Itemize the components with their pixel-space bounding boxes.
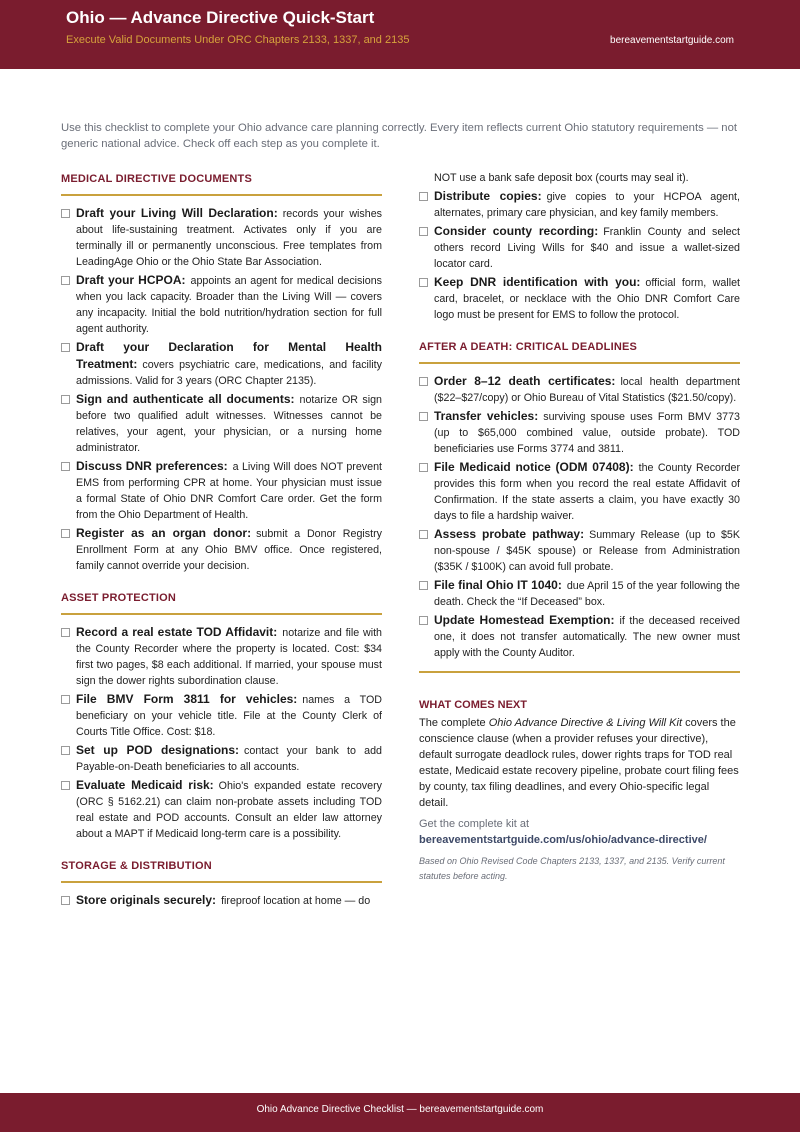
checkbox[interactable] (419, 581, 428, 590)
item-description: Summary Release (up to $5K non-spouse / $45K spouse) or Release from Administration ($35K / $100K) can avoid full probate. (434, 529, 740, 573)
item-title: Sign and authenticate all documents: (76, 392, 295, 406)
item-description: if the deceased received one, it does not transfer automatically. The new owner must apply with the County Auditor. (434, 615, 740, 659)
right-column (419, 170, 740, 884)
checkbox[interactable] (61, 276, 70, 285)
checkbox[interactable] (419, 530, 428, 539)
checkbox[interactable] (61, 209, 70, 218)
checkbox[interactable] (419, 377, 428, 386)
item-description: a Living Will does NOT prevent EMS from performing CPR at home. Your physician must issue a formal State of Ohio DNR Comfort Care order. Get the form from the Ohio Department of Health. (76, 461, 382, 521)
checklist-item (61, 272, 382, 337)
item-description: fireproof location at home — do (221, 895, 371, 907)
checklist-item (61, 458, 382, 523)
item-description: names a TOD beneficiary on your vehicle title. File at the County Clerk of Courts Title Office. Cost: $18. (76, 694, 382, 738)
intro-text: Use this checklist to complete your Ohio advance care planning correctly. Every item reflects current Ohio statutory requirements — not generic national advice. Check off each step as you complete it. (61, 122, 738, 150)
kit-label: Get the complete kit at (419, 818, 530, 830)
checklist-item (419, 459, 740, 524)
checkbox[interactable] (61, 628, 70, 637)
storage-checklist (61, 892, 382, 909)
section-heading-medical: MEDICAL DIRECTIVE DOCUMENTS (61, 170, 382, 196)
item-title: File BMV Form 3811 for vehicles: (76, 692, 298, 706)
item-title: Distribute copies: (434, 189, 542, 203)
checklist-item (61, 742, 382, 775)
medical-checklist (61, 205, 382, 574)
page-title: Ohio — Advance Directive Quick-Start (66, 8, 375, 27)
header-site-link[interactable]: bereavementstartguide.com (610, 35, 734, 46)
item-description: the County Recorder provides this form when you record the real estate Affidavit of Confirmation. If the state asserts a claim, you have exactly 30 days to file a hardship waiver. (434, 462, 740, 522)
kit-link[interactable]: bereavementstartguide.com/us/ohio/advance-directive/ (419, 834, 707, 846)
checklist-item (419, 612, 740, 661)
item-description: notarize OR sign before two qualified adult witnesses. Witnesses cannot be relatives, your agent, your physician, or a nursing home administrator. (76, 394, 382, 454)
item-title: Order 8–12 death certificates: (434, 374, 616, 388)
checkbox[interactable] (61, 343, 70, 352)
checkbox[interactable] (61, 395, 70, 404)
checkbox[interactable] (61, 896, 70, 905)
item-description: contact your bank to add Payable-on-Death beneficiaries to all accounts. (76, 745, 382, 773)
next-heading: WHAT COMES NEXT (419, 699, 527, 711)
item-title: Assess probate pathway: (434, 527, 585, 541)
page-footer (0, 1093, 800, 1132)
checkbox[interactable] (419, 278, 428, 287)
statute-note: Based on Ohio Revised Code Chapters 2133, 1337, and 2135. Verify current statutes before acting. (419, 856, 725, 881)
checklist-item (419, 223, 740, 272)
item-description: records your wishes about life-sustaining treatment. Activates only if you are terminally ill or permanently unconscious. Free templates from LeadingAge Ohio or the Ohio State Bar Association. (76, 208, 382, 268)
item-description: give copies to your HCPOA agent, alternates, primary care physician, and key family members. (434, 191, 740, 219)
checkbox[interactable] (419, 616, 428, 625)
checklist-item (61, 525, 382, 574)
checklist-item (61, 205, 382, 270)
item-description: Franklin County and select others record Living Wills for $40 and issue a wallet-sized locator card. (434, 226, 740, 270)
checklist-item (419, 373, 740, 406)
next-body: The complete Ohio Advance Directive & Living Will Kit covers the conscience clause (when a provider refuses your directive), default surrogate deadlock rules, dower rights traps for TOD real estate, Medicaid estate recovery pipeline, probate court filing fees by county, tax filing deadlines, and every Ohio-specific legal detail. (419, 717, 739, 809)
checkbox[interactable] (61, 781, 70, 790)
death-deadlines-checklist (419, 373, 740, 661)
item-title: Update Homestead Exemption: (434, 613, 615, 627)
item-title: Draft your HCPOA: (76, 273, 186, 287)
item-title: Set up POD designations: (76, 743, 240, 757)
item-title: Consider county recording: (434, 224, 599, 238)
item-description: official form, wallet card, bracelet, or necklace with the Ohio DNR Comfort Care logo must be present for EMS to follow the protocol. (434, 277, 740, 321)
item-title: Store originals securely: (76, 893, 217, 907)
item-title: Transfer vehicles: (434, 409, 539, 423)
item-description: appoints an agent for medical decisions when you lack capacity. Broader than the Living Will — covers any incapacity. Initial the bold nutrition/hydration section for full agent authority. (76, 275, 382, 335)
checkbox[interactable] (419, 192, 428, 201)
footer-text: Ohio Advance Directive Checklist — bereavementstartguide.com (256, 1104, 544, 1115)
item-description: notarize and file with the County Recorder where the property is located. Cost: $34 first two pages, $8 each additional. If married, your spouse must sign the dower rights subordination clause. (76, 627, 382, 687)
item-title: Draft your Living Will Declaration: (76, 206, 278, 220)
kit-title: Ohio Advance Directive & Living Will Kit (488, 717, 683, 729)
checklist-item (61, 339, 382, 389)
item-title: Keep DNR identification with you: (434, 275, 641, 289)
section-divider (419, 671, 740, 673)
checklist-item (419, 577, 740, 610)
checklist-item (61, 777, 382, 842)
checkbox[interactable] (419, 463, 428, 472)
checklist-item (419, 274, 740, 323)
storage-continuation-text: NOT use a bank safe deposit box (courts may seal it). (434, 172, 689, 184)
item-description: submit a Donor Registry Enrollment Form at any Ohio BMV office. Once registered, family cannot override your decision. (76, 528, 382, 572)
checklist-item (61, 892, 382, 909)
item-description: local health department ($22–$27/copy) or Ohio Bureau of Vital Statistics ($21.50/copy). (434, 376, 740, 404)
item-title: Draft your Declaration for Mental Health Treatment: (76, 340, 382, 371)
asset-checklist (61, 624, 382, 842)
page-header (0, 0, 800, 69)
checklist-item (61, 691, 382, 740)
page-subtitle: Execute Valid Documents Under ORC Chapters 2133, 1337, and 2135 (66, 34, 410, 46)
item-title: Discuss DNR preferences: (76, 459, 228, 473)
item-description: surviving spouse uses Form BMV 3773 (up to $65,000 combined value, outside probate). TOD beneficiaries use Forms 3774 and 3811. (434, 411, 740, 455)
left-column (61, 170, 382, 911)
item-title: File final Ohio IT 1040: (434, 578, 562, 592)
section-heading-asset: ASSET PROTECTION (61, 589, 382, 615)
item-title: Register as an organ donor: (76, 526, 252, 540)
storage-checklist-continued (419, 188, 740, 323)
item-title: Record a real estate TOD Affidavit: (76, 625, 278, 639)
item-title: Evaluate Medicaid risk: (76, 778, 214, 792)
checklist-item (419, 408, 740, 457)
checkbox[interactable] (61, 746, 70, 755)
checklist-item (419, 188, 740, 221)
checkbox[interactable] (419, 227, 428, 236)
checklist-item (419, 526, 740, 575)
checkbox[interactable] (61, 462, 70, 471)
item-description: Ohio's expanded estate recovery (ORC § 5162.21) can claim non-probate assets including TOD real estate and POD accounts. Consult an elder law attorney about a MAPT if Medicaid long-term care is a possibility. (76, 780, 382, 840)
section-heading-death: AFTER A DEATH: CRITICAL DEADLINES (419, 338, 740, 364)
checklist-item (61, 391, 382, 456)
checklist-item (61, 624, 382, 689)
section-heading-storage: STORAGE & DISTRIBUTION (61, 857, 382, 883)
checkbox[interactable] (61, 529, 70, 538)
checkbox[interactable] (61, 695, 70, 704)
item-title: File Medicaid notice (ODM 07408): (434, 460, 634, 474)
checkbox[interactable] (419, 412, 428, 421)
item-description: covers psychiatric care, medications, and facility admissions. Valid for 3 years (ORC Chapter 2135). (76, 359, 382, 387)
item-description: due April 15 of the year following the death. Check the “If Deceased” box. (434, 580, 740, 608)
